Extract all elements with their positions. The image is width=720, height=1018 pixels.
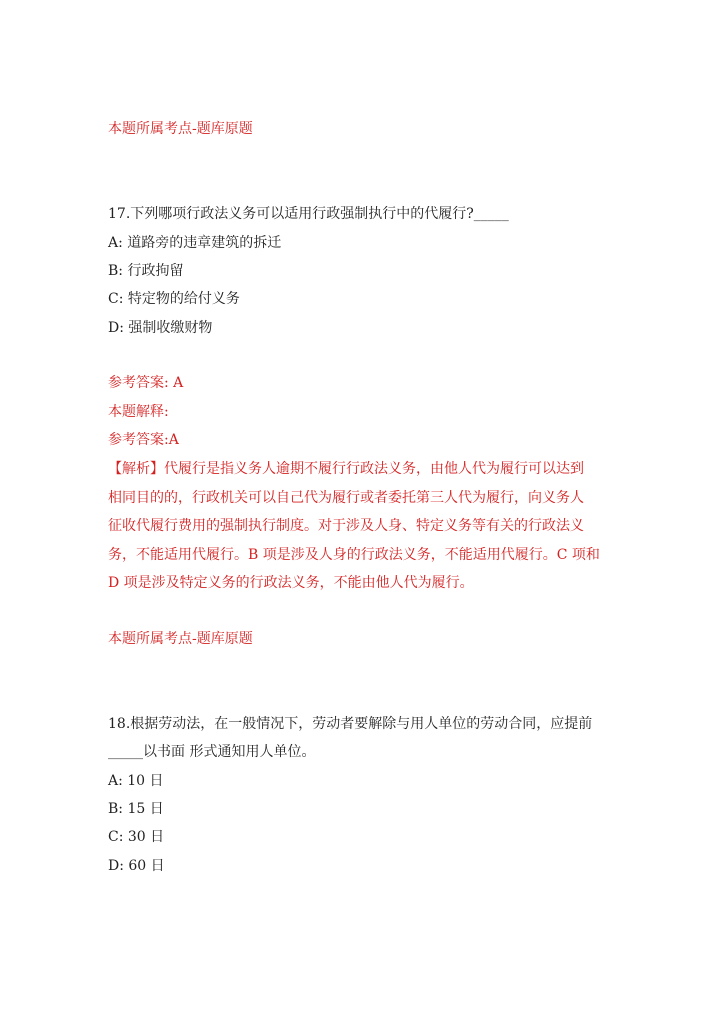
question-18-option-b: B: 15 日	[108, 801, 164, 817]
reference-answer-repeat: 参考答案:A	[108, 432, 179, 448]
analysis-line-1	[108, 459, 584, 479]
reference-answer: 参考答案: A	[108, 375, 184, 391]
question-17-option-b: B: 行政拘留	[108, 263, 184, 279]
explanation-label: 本题解释:	[108, 404, 169, 420]
topic-source-label-2: 本题所属考点-题库原题	[108, 631, 253, 647]
question-18-option-c: C: 30 日	[108, 829, 165, 845]
question-18-option-a: A: 10 日	[108, 773, 164, 789]
analysis-line-4: 务，不能适用代履行。B 项是涉及人身的行政法义务，不能适用代履行。C 项和	[108, 547, 600, 563]
analysis-tag: 【解析】	[108, 461, 164, 477]
analysis-line-2: 相同目的的，行政机关可以自己代为履行或者委托第三人代为履行，向义务人	[108, 490, 584, 506]
question-18-option-d: D: 60 日	[108, 858, 165, 874]
question-17-option-a: A: 道路旁的违章建筑的拆迁	[108, 235, 282, 251]
analysis-text-1: 代履行是指义务人逾期不履行行政法义务，由他人代为履行可以达到	[164, 461, 584, 477]
question-18-stem-line-1: 18.根据劳动法，在一般情况下，劳动者要解除与用人单位的劳动合同，应提前	[108, 716, 593, 732]
question-18-stem-line-2: _____以书面 形式通知用人单位。	[108, 744, 316, 760]
question-17-option-c: C: 特定物的给付义务	[108, 291, 240, 307]
question-17-option-d: D: 强制收缴财物	[108, 320, 213, 336]
topic-source-label: 本题所属考点-题库原题	[108, 121, 253, 137]
analysis-line-5: D 项是涉及特定义务的行政法义务，不能由他人代为履行。	[108, 575, 474, 591]
question-17-stem: 17.下列哪项行政法义务可以适用行政强制执行中的代履行?_____	[108, 206, 509, 222]
analysis-line-3: 征收代履行费用的强制执行制度。对于涉及人身、特定义务等有关的行政法义	[108, 518, 584, 534]
